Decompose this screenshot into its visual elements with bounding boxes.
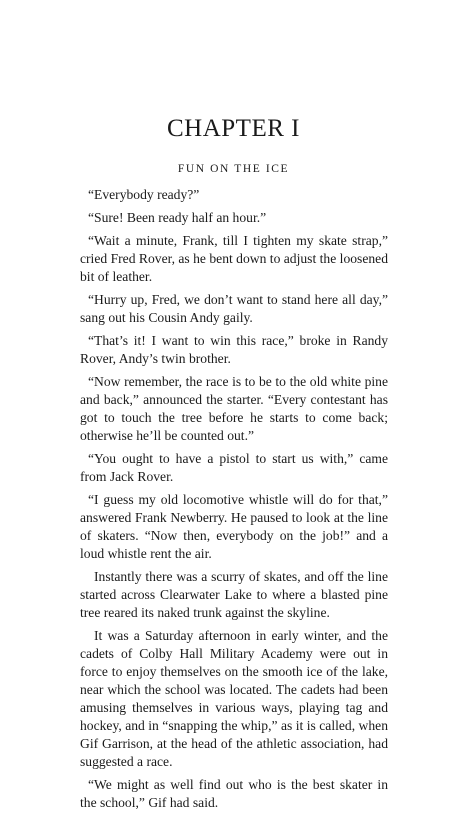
paragraph-2: “Sure! Been ready half an hour.”	[88, 210, 267, 225]
paragraph-4: “Hurry up, Fred, we don’t want to stand here all day,” sang out his Cousin Andy gaily.	[80, 292, 388, 325]
paragraph-1: “Everybody ready?”	[88, 187, 200, 202]
paragraph-7: “You ought to have a pistol to start us with,” came from Jack Rover.	[80, 451, 388, 484]
paragraph-3: “Wait a minute, Frank, till I tighten my skate strap,” cried Fred Rover, as he bent down to adjust the loosened bit of leather.	[80, 233, 388, 284]
paragraph-9: Instantly there was a scurry of skates, and off the line started across Clearwater Lake to where a blasted pine tree reared its naked trunk against the skyline.	[80, 569, 388, 620]
paragraph-6: “Now remember, the race is to be to the old white pine and back,” announced the starter. “Every contestant has got to touch the tree before he starts to come back; otherwise he’ll be counted out.”	[80, 374, 388, 443]
paragraph-5: “That’s it! I want to win this race,” broke in Randy Rover, Andy’s twin brother.	[80, 333, 388, 366]
chapter-title: CHAPTER I	[167, 115, 300, 142]
paragraph-11: “We might as well find out who is the best skater in the school,” Gif had said.	[80, 777, 388, 810]
paragraph-10: It was a Saturday afternoon in early winter, and the cadets of Colby Hall Military Academy were out in force to enjoy themselves on the smooth ice of the lake, near which the school was located. The cadets had been amusing themselves in various ways, playing tag and hockey, and in “snapping the whip,” as it is called, when Gif Garrison, at the head of the athletic association, had suggested a race.	[80, 628, 388, 769]
chapter-body	[80, 186, 388, 817]
paragraph-8: “I guess my old locomotive whistle will do for that,” answered Frank Newberry. He paused to look at the line of skaters. “Now then, everybody on the job!” and a loud whistle rent the air.	[80, 492, 388, 561]
chapter-subtitle: FUN ON THE ICE	[177, 163, 290, 175]
